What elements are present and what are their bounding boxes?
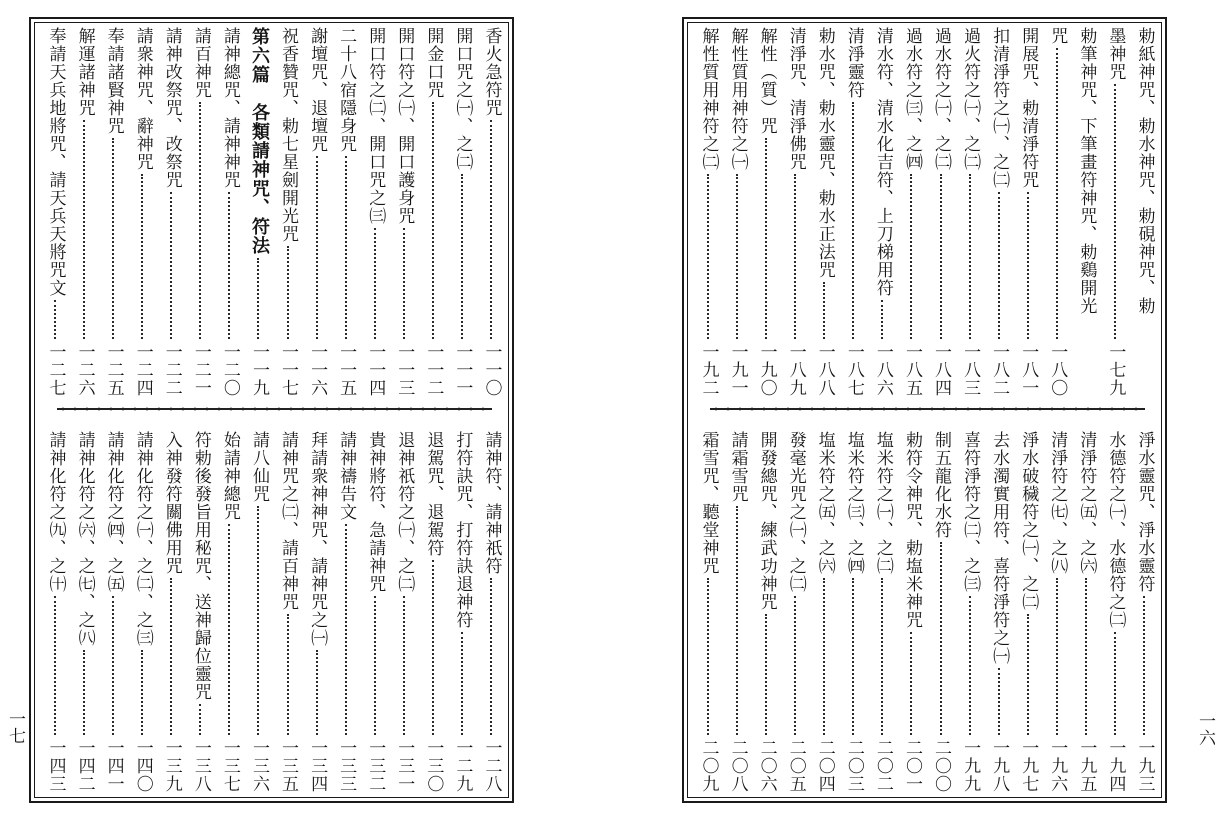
dot-leader (1027, 192, 1030, 339)
toc-entry-title: 塩米符之㈤、之㈥ (814, 431, 835, 575)
toc-page-number: 一三五 (278, 739, 299, 793)
toc-entry-title: 貴神將符、急請神咒 (365, 431, 386, 593)
toc-entry (450, 431, 475, 793)
toc-entry (783, 431, 808, 793)
toc-page-number: 一二九 (452, 739, 473, 793)
dot-leader (969, 174, 972, 339)
toc-entry-title: 二十八宿隱身咒 (336, 27, 357, 153)
toc-page-number: 一二八 (481, 739, 502, 793)
toc-page-number: 一八一 (1018, 343, 1039, 397)
toc-entry-title: 清淨咒、清淨佛咒 (785, 27, 806, 171)
toc-page-number: 一九五 (1076, 739, 1097, 793)
dot-leader (940, 542, 943, 735)
toc-page-number: 一四二 (74, 739, 95, 793)
dot-leader (257, 258, 260, 339)
toc-entry-title: 發毫光咒之㈠、之㈡ (785, 431, 806, 593)
toc-entry-title: 喜符淨符之㈡、之㈢ (960, 431, 981, 593)
toc-entry-title: 奉請諸賢神咒 (103, 27, 124, 135)
toc-entry-title: 勅符令神咒、勅塩米神咒 (901, 431, 922, 629)
toc-entry-title: 請衆神咒、辭神咒 (132, 27, 153, 171)
toc-entry-title: 淨水破穢符之㈠、之㈡ (1018, 431, 1039, 611)
dot-leader (1114, 84, 1117, 339)
dot-leader (403, 596, 406, 735)
toc-page-number: 二〇六 (756, 739, 777, 793)
dot-leader (228, 524, 231, 735)
dot-leader (1143, 596, 1146, 735)
toc-page-number: 一九九 (960, 739, 981, 793)
toc-entry (725, 431, 750, 793)
toc-page-number: 一三九 (161, 739, 182, 793)
toc-entry-title: 過水符之㈠、之㈡ (931, 27, 952, 171)
toc-entry (334, 27, 359, 397)
dot-leader (490, 578, 493, 735)
toc-entry-title: 塩米符之㈠、之㈡ (872, 431, 893, 575)
toc-page-number: 一一二 (423, 343, 444, 397)
toc-page-number: 一三一 (394, 739, 415, 793)
toc-entry (899, 27, 924, 397)
toc-entry-title: 淨水靈咒、淨水靈符 (1134, 431, 1155, 593)
toc-entry-title: 扣清淨符之㈠、之㈡ (989, 27, 1010, 189)
toc-entry (392, 27, 417, 397)
toc-entry-title: 謝壇咒、退壇咒 (307, 27, 328, 153)
toc-page-number: 一八四 (931, 343, 952, 397)
toc-entry-title: 勅水咒、勅水靈咒、勅水正法咒 (814, 27, 835, 279)
toc-entry (130, 431, 155, 793)
toc-entry (305, 431, 330, 793)
dot-leader (83, 650, 86, 735)
dot-leader (823, 282, 826, 339)
toc-entry (188, 27, 213, 397)
toc-page-number: 一九二 (698, 343, 719, 397)
toc-entry (72, 27, 97, 397)
toc-entry-title: 請神化符之㈠、之㈡、之㈢ (132, 431, 153, 647)
toc-entry (217, 27, 242, 397)
toc-entry-title: 請神化符之㈨、之㈩ (45, 431, 66, 593)
dot-leader (852, 578, 855, 735)
toc-page-number: 一一六 (307, 343, 328, 397)
dot-leader (287, 246, 290, 339)
dot-leader (54, 300, 57, 339)
dot-leader (940, 174, 943, 339)
dot-leader (461, 632, 464, 735)
toc-page-number: 一二一 (190, 343, 211, 397)
dot-leader (432, 560, 435, 735)
toc-page-number: 一八七 (843, 343, 864, 397)
dot-leader (998, 668, 1001, 735)
toc-page-number: 一一四 (365, 343, 386, 397)
toc-page-number: 一三六 (248, 739, 269, 793)
dot-leader (852, 102, 855, 339)
toc-page-number: 一二五 (103, 343, 124, 397)
toc-entry-title: 解性質用神符之㈠ (727, 27, 748, 171)
toc-page-number: 一一一 (452, 343, 473, 397)
toc-page-number: 二〇九 (698, 739, 719, 793)
toc-entry (1132, 27, 1157, 397)
toc-page-number: 一三二 (365, 739, 386, 793)
dot-leader (345, 524, 348, 735)
dot-leader (141, 174, 144, 339)
dot-leader (490, 120, 493, 339)
toc-entry-title: 過火符之㈠、之㈡ (960, 27, 981, 171)
toc-page-number: 一八六 (872, 343, 893, 397)
toc-entry (899, 431, 924, 793)
toc-entry-title: 符勅後發旨用秘咒、送神歸位靈咒 (190, 431, 211, 701)
toc-entry-title: 請神禱告文 (336, 431, 357, 521)
toc-page-number: 一三〇 (423, 739, 444, 793)
toc-entry (1045, 27, 1070, 397)
toc-entry (929, 27, 954, 397)
right-page-divider (710, 402, 1145, 416)
toc-entry-title: 請百神咒 (190, 27, 211, 99)
toc-entry-title: 開口符之㈠、開口護身咒 (394, 27, 415, 225)
dot-leader (374, 228, 377, 339)
toc-entry-title: 開金口咒 (423, 27, 444, 99)
toc-page-number: 一九六 (1047, 739, 1068, 793)
toc-page-number: 二〇三 (843, 739, 864, 793)
toc-entry (43, 431, 68, 793)
toc-page-number: 一三七 (219, 739, 240, 793)
toc-entry-title: 請神化符之㈣、之㈤ (103, 431, 124, 593)
toc-entry-title: 開展咒、勅清淨符咒 (1018, 27, 1039, 189)
toc-entry (870, 431, 895, 793)
toc-page-number: 二〇八 (727, 739, 748, 793)
dot-leader (170, 578, 173, 735)
toc-page-number: 一九七 (1018, 739, 1039, 793)
toc-page-number: 一三八 (190, 739, 211, 793)
toc-entry (1074, 431, 1099, 793)
toc-entry-title: 請八仙咒 (248, 431, 269, 503)
left-page-folio: 一七 (5, 710, 25, 744)
dot-leader (199, 102, 202, 339)
toc-entry (43, 27, 68, 397)
toc-entry-title: 清淨符之㈦、之㈧ (1047, 431, 1068, 575)
toc-entry (812, 431, 837, 793)
dot-leader (432, 102, 435, 339)
toc-page-number: 一九三 (1134, 739, 1155, 793)
toc-entry-title: 奉請天兵地將咒、請天兵天將咒文 (45, 27, 66, 297)
toc-entry-title: 咒 (1047, 27, 1068, 45)
toc-entry (987, 431, 1012, 793)
toc-entry-title: 退駕咒、退駕符 (423, 431, 444, 557)
dot-leader (287, 614, 290, 735)
left-page-frame (29, 17, 514, 803)
dot-leader (765, 138, 768, 339)
toc-entry-title: 拜請衆神神咒、請神咒之㈠ (307, 431, 328, 647)
toc-entry-title: 解運諸神咒 (74, 27, 95, 117)
toc-entry-title: 勅筆神咒、下筆畫符神咒、勅鷄開光 (1076, 27, 1097, 315)
dot-leader (765, 614, 768, 735)
toc-page-number: 一三三 (336, 739, 357, 793)
toc-entry (754, 431, 779, 793)
toc-entry-title: 墨神咒 (1105, 27, 1126, 81)
toc-entry (841, 27, 866, 397)
toc-entry (72, 431, 97, 793)
toc-entry (392, 431, 417, 793)
toc-page-number: 一一九 (248, 343, 269, 397)
toc-entry (1103, 431, 1128, 793)
toc-page-number: 一九八 (989, 739, 1010, 793)
toc-entry-title: 開口符之㈡、開口咒之㈢ (365, 27, 386, 225)
toc-entry-title: 退神祇符之㈠、之㈡ (394, 431, 415, 593)
toc-entry (479, 431, 504, 793)
toc-entry (1074, 27, 1099, 397)
toc-page-number: 一一五 (336, 343, 357, 397)
dot-leader (794, 596, 797, 735)
toc-page-number: 一一三 (394, 343, 415, 397)
toc-entry (305, 27, 330, 397)
toc-page-number: 一三四 (307, 739, 328, 793)
toc-page-number: 一八五 (901, 343, 922, 397)
toc-entry-title: 解性質用神符之㈡ (698, 27, 719, 171)
right-page-top-section (692, 27, 1157, 397)
toc-page-number: 一八〇 (1047, 343, 1068, 397)
right-page-folio: 一六 (1195, 712, 1215, 746)
toc-page-number: 二〇〇 (931, 739, 952, 793)
toc-entry (159, 27, 184, 397)
dot-leader (707, 578, 710, 735)
toc-entry (696, 27, 721, 397)
dot-leader (998, 192, 1001, 339)
toc-entry-title: 始請神總咒 (219, 431, 240, 521)
toc-entry (276, 431, 301, 793)
toc-page-number: 一八三 (960, 343, 981, 397)
dot-leader (83, 120, 86, 339)
right-page-bottom-section (692, 431, 1157, 793)
dot-leader (910, 174, 913, 339)
dot-leader (823, 578, 826, 735)
toc-page-number: 一四〇 (132, 739, 153, 793)
dot-leader (54, 596, 57, 735)
toc-entry-title: 請神符、請神祇符 (481, 431, 502, 575)
dot-leader (199, 704, 202, 735)
toc-entry (870, 27, 895, 397)
dot-leader (345, 156, 348, 339)
dot-leader (170, 192, 173, 339)
toc-entry (1016, 27, 1041, 397)
dot-leader (969, 596, 972, 735)
toc-entry (479, 27, 504, 397)
toc-entry (450, 27, 475, 397)
left-page-top-section (39, 27, 504, 397)
dot-leader (1085, 578, 1088, 735)
toc-entry-title: 清淨符之㈤、之㈥ (1076, 431, 1097, 575)
toc-page-number: 一八二 (989, 343, 1010, 397)
toc-entry (246, 431, 271, 793)
toc-entry-title: 開發總咒、練武功神咒 (756, 431, 777, 611)
toc-entry-title: 去水濁實用符、喜符淨符之㈠ (989, 431, 1010, 665)
dot-leader (228, 192, 231, 339)
section-heading: 第六篇 各類請神咒、符法 (248, 27, 270, 255)
dot-leader (403, 228, 406, 339)
toc-page-number: 一四一 (103, 739, 124, 793)
dot-leader (736, 174, 739, 339)
toc-entry (958, 27, 983, 397)
toc-page-number: 二〇四 (814, 739, 835, 793)
toc-entry (1045, 431, 1070, 793)
toc-entry (217, 431, 242, 793)
dot-leader (141, 650, 144, 735)
dot-leader (316, 156, 319, 339)
toc-entry (987, 27, 1012, 397)
dot-leader (707, 174, 710, 339)
dot-leader (257, 506, 260, 735)
toc-entry (421, 431, 446, 793)
dot-leader (374, 596, 377, 735)
dot-leader (736, 506, 739, 735)
toc-entry (1132, 431, 1157, 793)
toc-entry (334, 431, 359, 793)
toc-entry-title: 打符訣咒、打符訣退神符 (452, 431, 473, 629)
toc-entry-title: 請霜雪咒 (727, 431, 748, 503)
toc-page-number: 一二二 (161, 343, 182, 397)
toc-entry (363, 27, 388, 397)
toc-entry-title: 清水符、清水化吉符、上刀梯用符 (872, 27, 893, 297)
toc-entry-title: 香火急符咒 (481, 27, 502, 117)
toc-entry (188, 431, 213, 793)
toc-entry (130, 27, 155, 397)
toc-entry-title: 請神改祭咒、改祭咒 (161, 27, 182, 189)
toc-page-number: 一二四 (132, 343, 153, 397)
dot-leader (910, 632, 913, 735)
toc-entry (246, 27, 271, 397)
toc-entry-title: 霜雪咒、聽堂神咒 (698, 431, 719, 575)
toc-entry (276, 27, 301, 397)
toc-page-number: 一九一 (727, 343, 748, 397)
toc-page-number: 一七九 (1105, 343, 1126, 397)
dot-leader (1114, 632, 1117, 735)
toc-page-number: 一一〇 (481, 343, 502, 397)
toc-entry-title: 水德符之㈠、水德符之㈡ (1105, 431, 1126, 629)
toc-page-number: 一二七 (45, 343, 66, 397)
toc-page-number: 二〇二 (872, 739, 893, 793)
toc-entry-title: 過水符之㈢、之㈣ (901, 27, 922, 171)
toc-entry (958, 431, 983, 793)
toc-entry-title: 開口咒之㈠、之㈡ (452, 27, 473, 171)
dot-leader (881, 578, 884, 735)
toc-entry (421, 27, 446, 397)
toc-entry-title: 勅紙神咒、勅水神咒、勅硯神咒、勅 (1134, 27, 1155, 315)
toc-entry-title: 祝香贊咒、勅七星劍開光咒 (278, 27, 299, 243)
toc-entry-title: 塩米符之㈢、之㈣ (843, 431, 864, 575)
toc-page-number: 一八九 (785, 343, 806, 397)
toc-page-number: 一八八 (814, 343, 835, 397)
dot-leader (881, 300, 884, 339)
left-page-bottom-section (39, 431, 504, 793)
toc-entry (101, 431, 126, 793)
toc-entry (812, 27, 837, 397)
toc-entry (783, 27, 808, 397)
toc-entry (1103, 27, 1128, 397)
left-page-divider (57, 402, 492, 416)
toc-entry-title: 請神咒之㈡、請百神咒 (278, 431, 299, 611)
toc-page-number: 一二〇 (219, 343, 240, 397)
right-page-frame (682, 17, 1167, 803)
toc-page-number: 二〇一 (901, 739, 922, 793)
toc-entry (159, 431, 184, 793)
dot-leader (794, 174, 797, 339)
toc-entry (363, 431, 388, 793)
toc-entry (696, 431, 721, 793)
toc-page-number: 一九四 (1105, 739, 1126, 793)
toc-entry-title: 入神發符關佛用咒 (161, 431, 182, 575)
toc-entry-title: 清淨靈符 (843, 27, 864, 99)
dot-leader (112, 596, 115, 735)
dot-leader (461, 174, 464, 339)
dot-leader (1056, 48, 1059, 339)
dot-leader (316, 650, 319, 735)
toc-entry (725, 27, 750, 397)
toc-entry (929, 431, 954, 793)
toc-entry-title: 請神總咒、請神神咒 (219, 27, 240, 189)
dot-leader (1056, 578, 1059, 735)
toc-entry-title: 解性（質）咒 (756, 27, 777, 135)
toc-page-number: 二〇五 (785, 739, 806, 793)
toc-entry (101, 27, 126, 397)
toc-entry-title: 制五龍化水符 (931, 431, 952, 539)
toc-entry (841, 431, 866, 793)
toc-page-number: 一九〇 (756, 343, 777, 397)
toc-entry (754, 27, 779, 397)
dot-leader (112, 138, 115, 339)
toc-page-number: 一二六 (74, 343, 95, 397)
toc-page-number: 一一七 (278, 343, 299, 397)
toc-entry (1016, 431, 1041, 793)
toc-page-number: 一四三 (45, 739, 66, 793)
dot-leader (1027, 614, 1030, 735)
toc-entry-title: 請神化符之㈥、之㈦、之㈧ (74, 431, 95, 647)
